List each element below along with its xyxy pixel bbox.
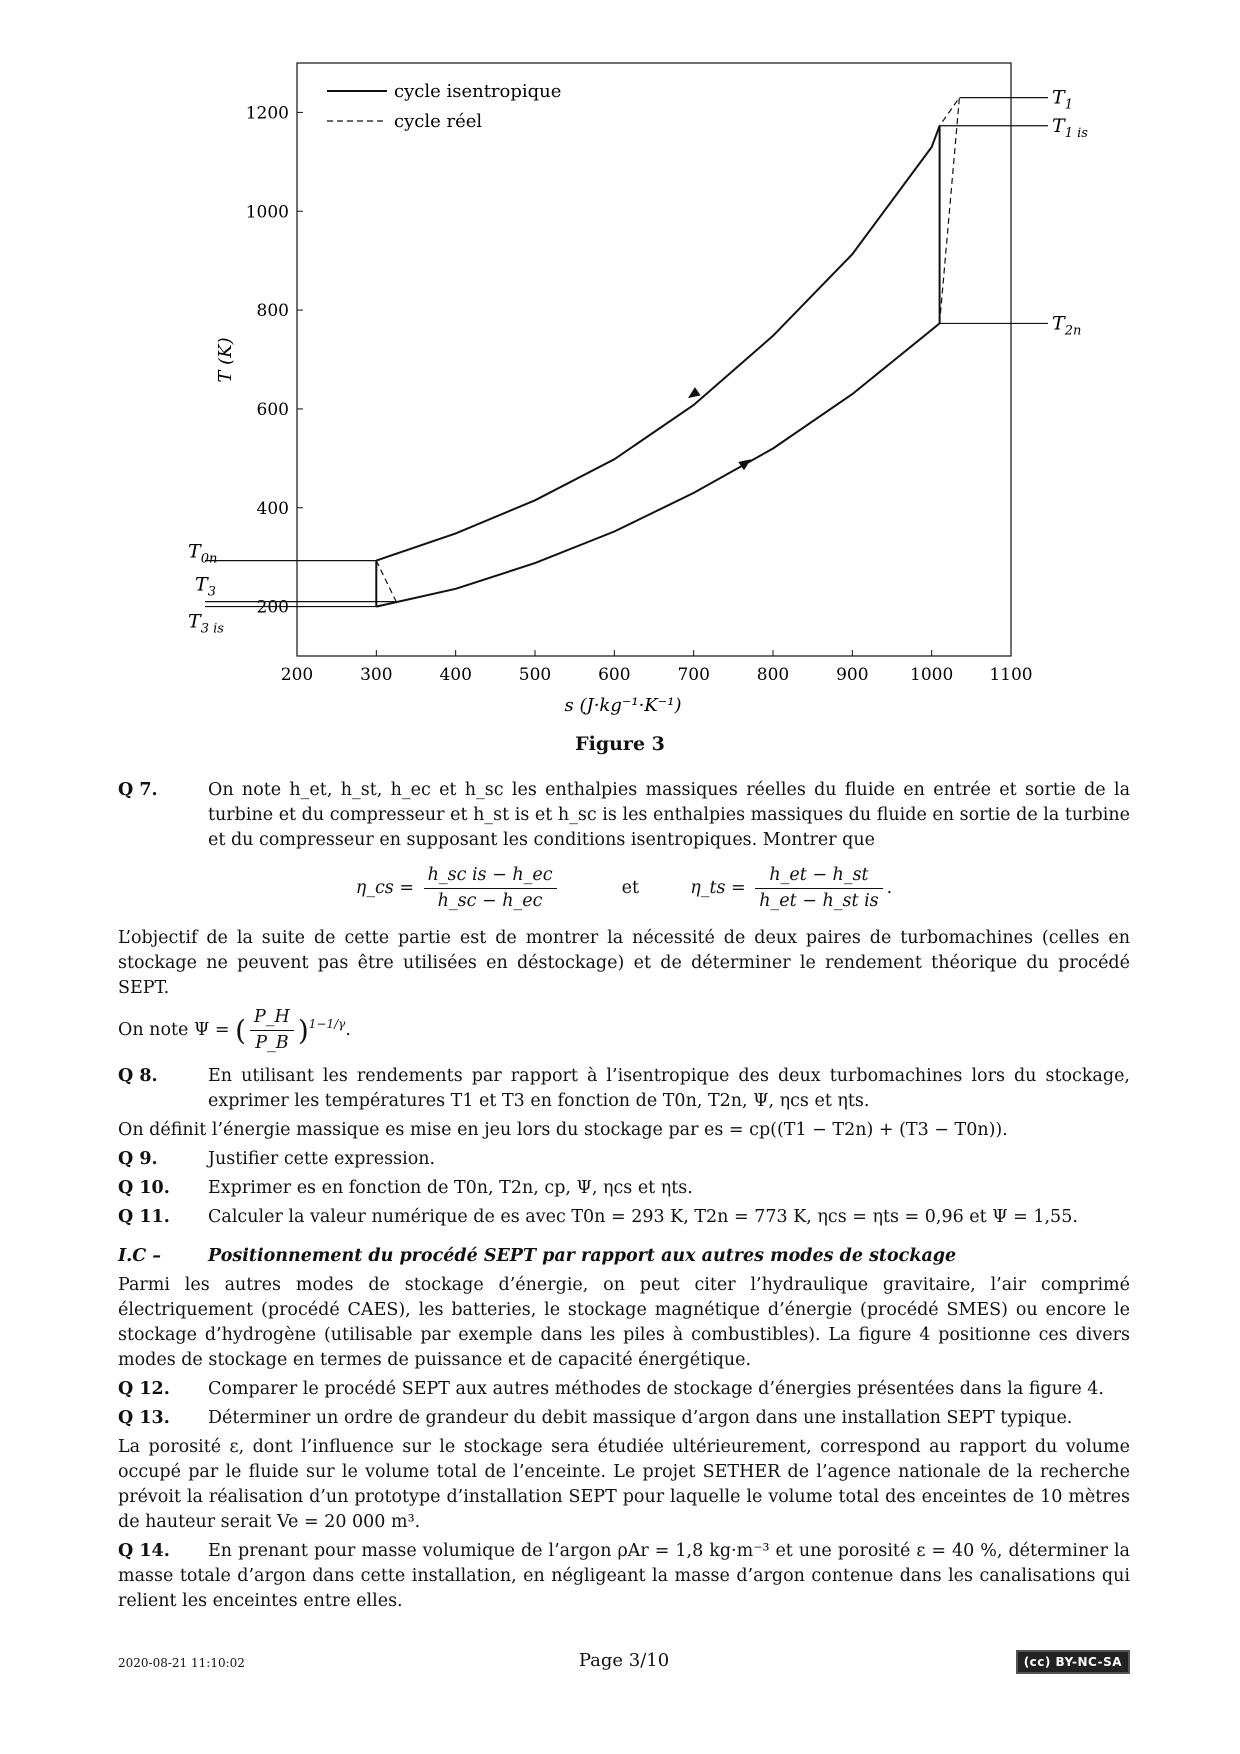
- direction-arrow-icon: [738, 455, 754, 470]
- y-axis-label: T (K): [215, 337, 236, 383]
- y-tick-label: 600: [256, 399, 289, 420]
- annotation-label: $T_{2n}$: [1052, 312, 1082, 339]
- x-tick-label: 400: [439, 665, 472, 685]
- isentropic-cycle-line: [376, 126, 939, 561]
- x-tick-label: 200: [280, 665, 314, 685]
- isentropic-cycle-line: [376, 323, 939, 606]
- fraction-numerator: h_et − h_st: [755, 863, 882, 889]
- legend: [327, 81, 561, 132]
- annotation-label: $T_3$: [195, 573, 216, 600]
- section-number: I.C –: [118, 1246, 162, 1266]
- annotation-T3: [195, 574, 396, 602]
- question-9: [118, 1147, 1130, 1172]
- fraction-numerator: P_H: [250, 1005, 294, 1031]
- equation-efficiencies: [118, 863, 1130, 914]
- x-tick-label: 1000: [910, 665, 954, 685]
- question-number: Q 13.: [118, 1408, 170, 1428]
- page-content: [118, 778, 1130, 1618]
- question-12: [118, 1377, 1130, 1402]
- paragraph-es-definition: On définit l’énergie massique es mise en jeu lors du stockage par es = cp((T1 − T2n) + (T3 − T0n)).: [118, 1120, 1008, 1140]
- x-tick-label: 1100: [989, 665, 1033, 685]
- x-tick-label: 600: [598, 665, 631, 685]
- annotation-T0n: [188, 541, 376, 567]
- question-number: Q 7.: [118, 780, 158, 800]
- x-tick-label: 900: [836, 665, 869, 685]
- annotation-label: $T_{1 is}$: [1052, 114, 1088, 141]
- x-tick-label: 300: [360, 665, 393, 685]
- question-text: Comparer le procédé SEPT aux autres méthodes de stockage d’énergies présentées dans la figure 4.: [208, 1379, 1104, 1399]
- footer-date: 2020-08-21 11:10:02: [118, 1656, 245, 1670]
- figure-caption: Figure 3: [575, 733, 665, 755]
- question-text: Exprimer es en fonction de T0n, T2n, cp, Ψ, ηcs et ηts.: [208, 1178, 693, 1198]
- series-layer: [376, 98, 959, 607]
- psi-exponent: 1−1/γ: [308, 1017, 346, 1032]
- annotation-T1: [959, 87, 1073, 113]
- eq-lhs-cs: η_cs =: [355, 878, 415, 898]
- question-number: Q 10.: [118, 1178, 170, 1198]
- real-cycle-line: [376, 561, 396, 602]
- fraction-cs: [424, 863, 557, 914]
- question-10: [118, 1176, 1130, 1201]
- question-number: Q 11.: [118, 1207, 170, 1227]
- fraction-numerator: h_sc is − h_ec: [424, 863, 557, 889]
- eq-and: et: [621, 878, 640, 898]
- y-tick-label: 400: [256, 498, 289, 519]
- question-number: Q 12.: [118, 1379, 170, 1399]
- x-tick-label: 500: [518, 665, 552, 685]
- legend-label-isentropique: cycle isentropique: [394, 81, 562, 102]
- legend-label-reel: cycle réel: [394, 111, 483, 132]
- license-badge: (cc) BY-NC-SA: [1016, 1650, 1130, 1674]
- question-number: Q 9.: [118, 1149, 158, 1169]
- question-number: Q 8.: [118, 1066, 158, 1086]
- page-footer: [118, 1650, 1130, 1680]
- question-text: En prenant pour masse volumique de l’argon ρAr = 1,8 kg·m⁻³ et une porosité ε = 40 %, déterminer la masse totale d’argon dans cette installation, en négligeant la masse d’argon contenue dans les canalisations qui relient les enceintes entre elles.: [118, 1541, 1130, 1611]
- y-tick-label: 1000: [245, 202, 289, 223]
- footer-page-number: Page 3/10: [578, 1650, 670, 1671]
- eq-end: .: [886, 878, 893, 898]
- question-text: En utilisant les rendements par rapport à l’isentropique des deux turbomachines lors du stockage, exprimer les températures T1 et T3 en fonction de T0n, T2n, Ψ, ηcs et ηts.: [208, 1066, 1130, 1111]
- question-text: Calculer la valeur numérique de es avec T0n = 293 K, T2n = 773 K, ηcs = ηts = 0,96 et Ψ = 1,55.: [208, 1207, 1078, 1227]
- question-11: [118, 1205, 1130, 1230]
- question-7: [118, 778, 1130, 853]
- annotation-label: $T_1$: [1052, 86, 1073, 113]
- question-8: [118, 1064, 1130, 1114]
- question-14: [118, 1539, 1130, 1614]
- fraction-denominator: h_et − h_st is: [759, 891, 879, 911]
- psi-end: .: [345, 1020, 351, 1040]
- paragraph-objective: L’objectif de la suite de cette partie est de montrer la nécessité de deux paires de turbomachines (celles en stockage ne peuvent pas être utilisées en déstockage) et de déterminer le rendement théorique du procédé SEPT.: [118, 928, 1130, 998]
- paragraph-other-storage: Parmi les autres modes de stockage d’énergie, on peut citer l’hydraulique gravitaire, l’air comprimé électriquement (procédé CAES), les batteries, le stockage magnétique d’énergie (procédé SMES) ou encore le stockage d’hydrogène (utilisable par exemple dans les piles à combustibles). La figure 4 positionne ces divers modes de stockage en termes de puissance et de capacité énergétique.: [118, 1275, 1130, 1370]
- question-text: Justifier cette expression.: [208, 1149, 436, 1169]
- x-tick-label: 800: [756, 665, 790, 685]
- question-13: [118, 1406, 1130, 1431]
- x-axis-label: s (J·kg⁻¹·K⁻¹): [564, 695, 682, 716]
- annotation-label: $T_{3 is}$: [188, 610, 224, 637]
- psi-definition: On note Ψ = ( $\frac{P\_H}{P\_B}$ )$^{1-1/\gamma}$.: [118, 1005, 1130, 1056]
- plot-frame: [297, 63, 1011, 656]
- psi-fraction: [250, 1005, 294, 1056]
- fraction-denominator: P_B: [255, 1033, 289, 1053]
- section-heading: [118, 1244, 1130, 1269]
- section-title: Positionnement du procédé SEPT par rapport aux autres modes de stockage: [208, 1246, 957, 1266]
- axis-ticks: [246, 103, 1033, 685]
- real-cycle-line: [940, 98, 960, 324]
- psi-prefix: On note Ψ =: [118, 1020, 230, 1040]
- question-number: Q 14.: [118, 1541, 170, 1561]
- annotation-label: $T_{0n}$: [188, 540, 218, 567]
- question-text: On note h_et, h_st, h_ec et h_sc les enthalpies massiques réelles du fluide en entrée et sortie de la turbine et du compresseur et h_st is et h_sc is les enthalpies massiques du fluide en sortie de la turbine et du compresseur en supposant les conditions isentropiques. Montrer que: [208, 780, 1130, 850]
- x-tick-label: 700: [677, 665, 710, 685]
- y-tick-label: 800: [256, 301, 289, 322]
- paragraph-porosity: La porosité ε, dont l’influence sur le stockage sera étudiée ultérieurement, correspond au rapport du volume occupé par le fluide sur le volume total de l’enceinte. Le projet SETHER de l’agence nationale de la recherche prévoit la réalisation d’un prototype d’installation SEPT pour laquelle le volume total des enceintes de 10 mètres de hauteur serait Ve = 20 000 m³.: [118, 1437, 1130, 1532]
- figure-3-ts-diagram: [0, 0, 1240, 730]
- y-tick-label: 200: [256, 597, 289, 618]
- fraction-ts: [755, 863, 882, 914]
- y-tick-label: 1200: [245, 103, 289, 124]
- annotation-T1is: [940, 115, 1089, 141]
- fraction-denominator: h_sc − h_ec: [437, 891, 543, 911]
- question-text: Déterminer un ordre de grandeur du debit massique d’argon dans une installation SEPT typique.: [208, 1408, 1073, 1428]
- eq-lhs-ts: η_ts =: [690, 878, 746, 898]
